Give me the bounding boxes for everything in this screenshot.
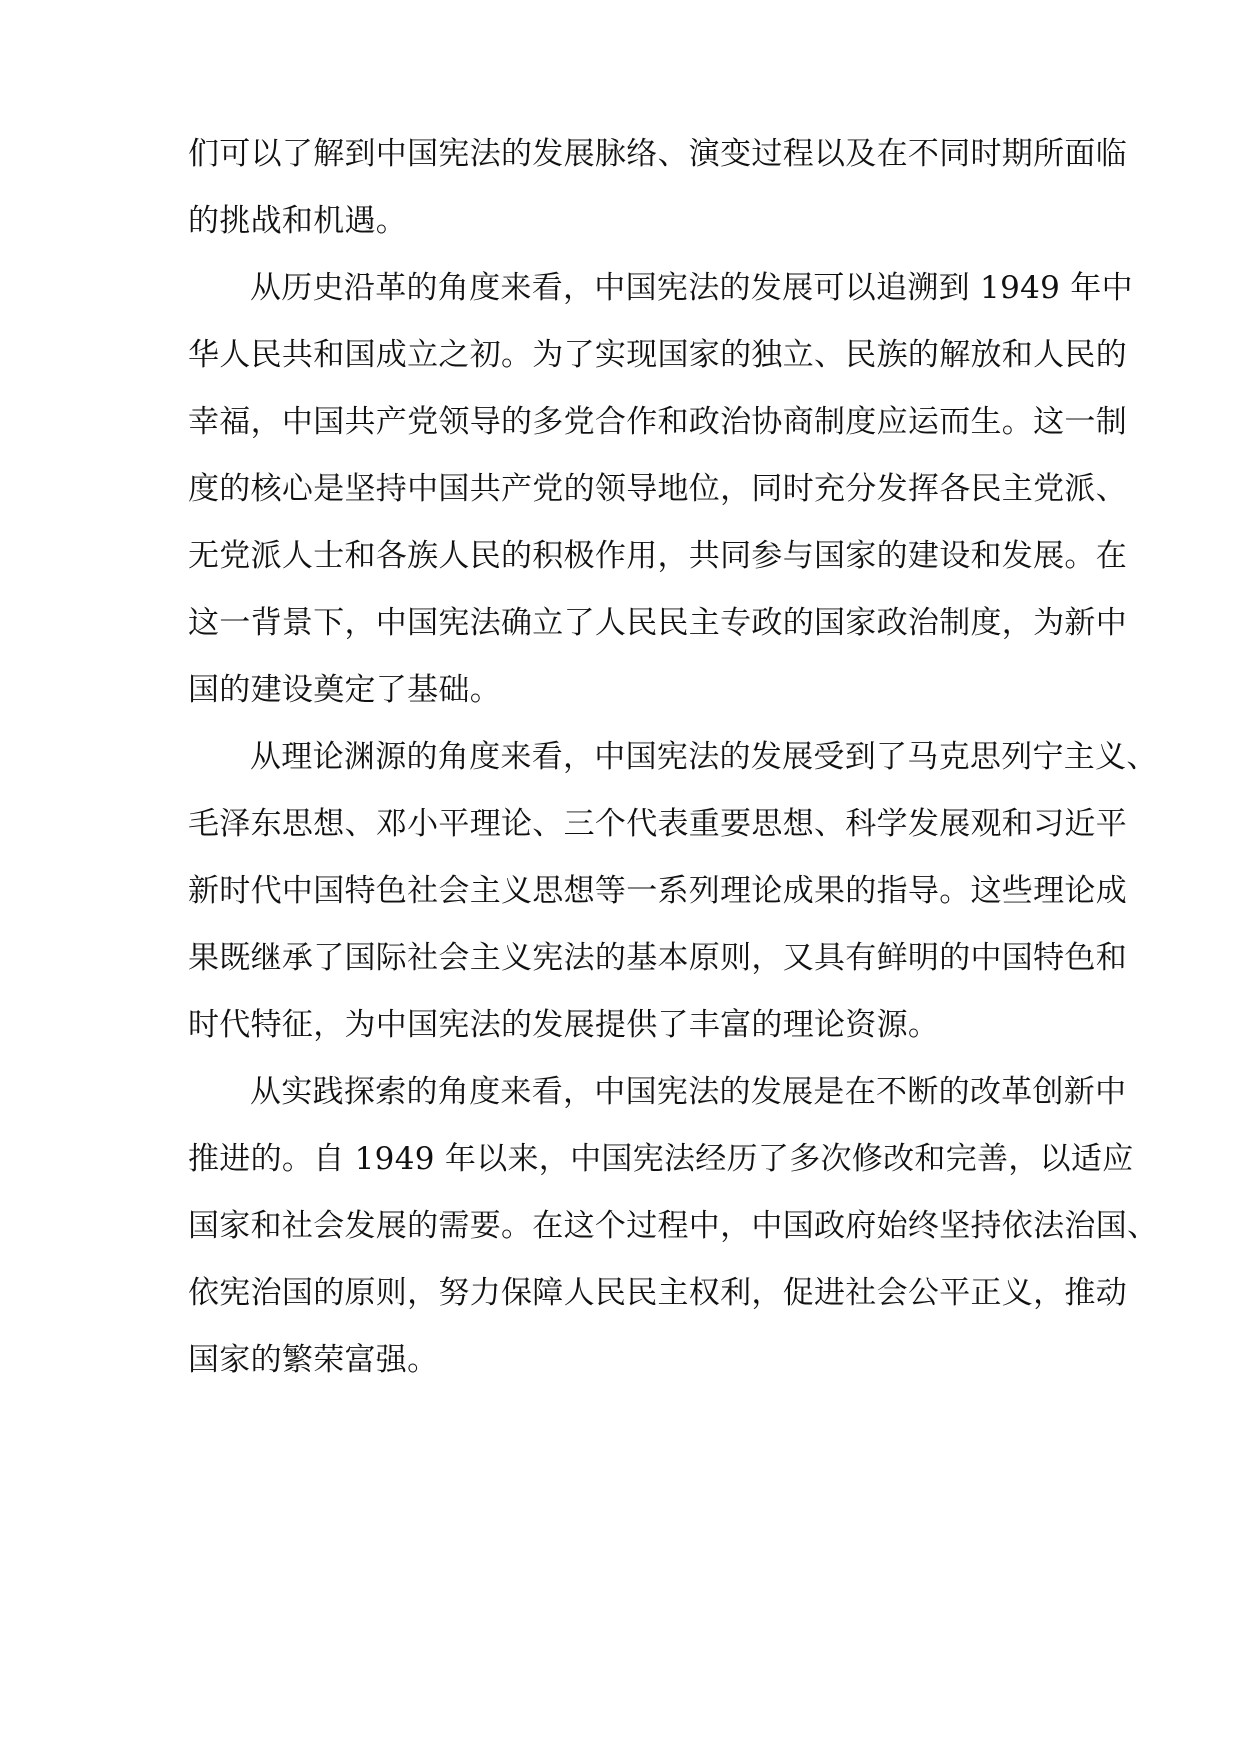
text-line: 无党派人士和各族人民的积极作用，共同参与国家的建设和发展。在 xyxy=(188,538,1127,574)
text-line: 国的建设奠定了基础。 xyxy=(188,672,501,708)
paragraph-first-line: 从实践探索的角度来看，中国宪法的发展是在不断的改革创新中 xyxy=(250,1074,1127,1110)
text-line: 的挑战和机遇。 xyxy=(188,203,408,239)
text-line: 这一背景下，中国宪法确立了人民民主专政的国家政治制度，为新中 xyxy=(188,605,1127,641)
text-line: 们可以了解到中国宪法的发展脉络、演变过程以及在不同时期所面临 xyxy=(188,136,1127,172)
text-line: 推进的。自 1949 年以来，中国宪法经历了多次修改和完善，以适应 xyxy=(188,1141,1134,1177)
text-line: 果既继承了国际社会主义宪法的基本原则，又具有鲜明的中国特色和 xyxy=(188,940,1127,976)
text-line: 幸福，中国共产党领导的多党合作和政治协商制度应运而生。这一制 xyxy=(188,404,1127,440)
text-line: 依宪治国的原则，努力保障人民民主权利，促进社会公平正义，推动 xyxy=(188,1275,1127,1311)
text-line: 新时代中国特色社会主义思想等一系列理论成果的指导。这些理论成 xyxy=(188,873,1127,909)
text-line: 国家的繁荣富强。 xyxy=(188,1342,439,1378)
text-line: 度的核心是坚持中国共产党的领导地位，同时充分发挥各民主党派、 xyxy=(188,471,1127,507)
text-line: 国家和社会发展的需要。在这个过程中，中国政府始终坚持依法治国、 xyxy=(188,1208,1159,1244)
text-line: 时代特征，为中国宪法的发展提供了丰富的理论资源。 xyxy=(188,1007,940,1043)
paragraph-first-line: 从历史沿革的角度来看，中国宪法的发展可以追溯到 1949 年中 xyxy=(250,270,1133,306)
paragraph-first-line: 从理论渊源的角度来看，中国宪法的发展受到了马克思列宁主义、 xyxy=(250,739,1158,775)
text-line: 华人民共和国成立之初。为了实现国家的独立、民族的解放和人民的 xyxy=(188,337,1127,373)
text-line: 毛泽东思想、邓小平理论、三个代表重要思想、科学发展观和习近平 xyxy=(188,806,1127,842)
